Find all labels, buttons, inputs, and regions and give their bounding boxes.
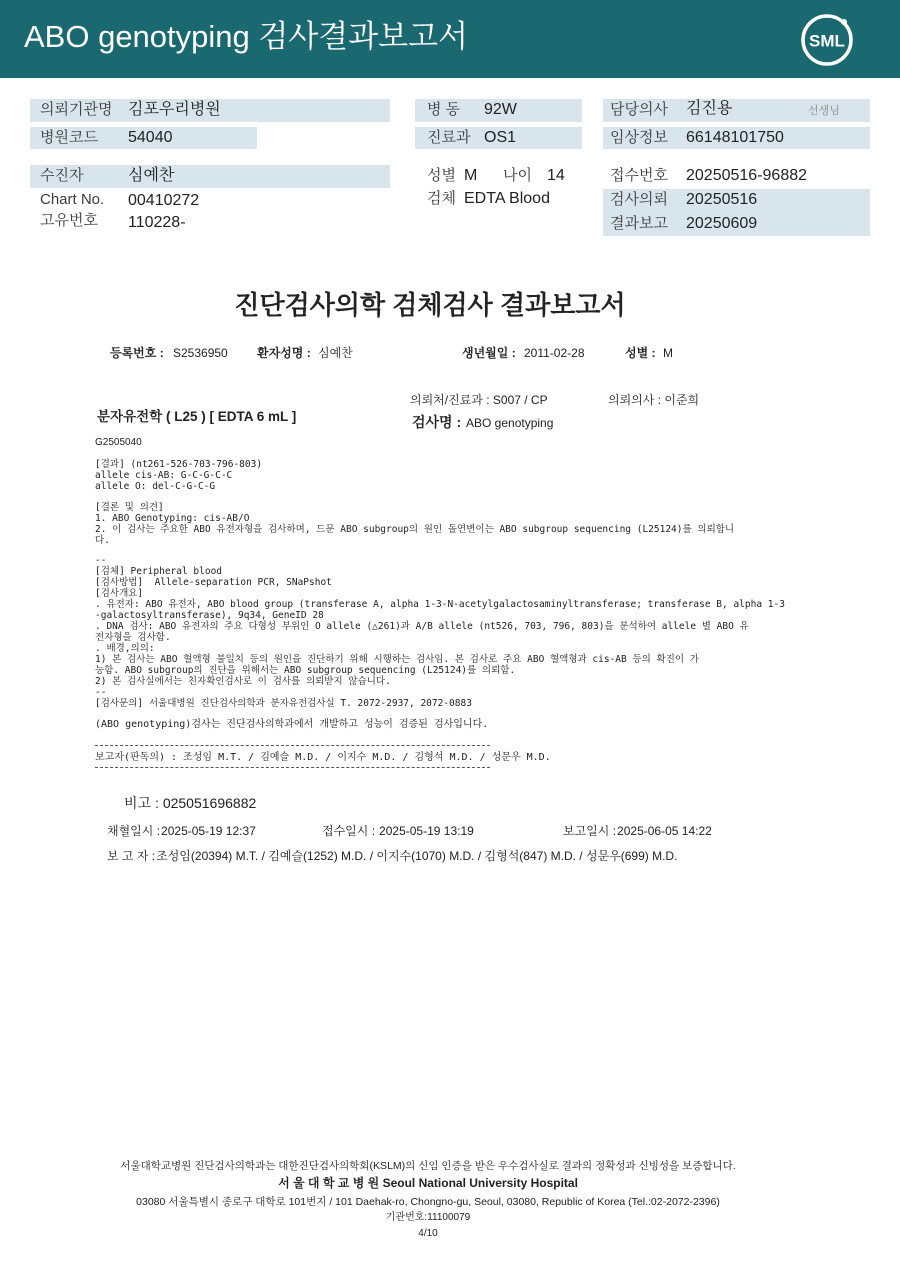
- conclusion-line: 2. 이 검사는 주요한 ABO 유전자형을 검사하며, 드문 ABO subgroup의 원인 돌연변이는 ABO subgroup sequencing (L25124)를 의뢰합니: [95, 524, 735, 535]
- registration-value: S2536950: [173, 346, 228, 360]
- reporters-label: 보 고 자 :: [107, 849, 156, 863]
- info-bar-patient: [30, 165, 390, 188]
- test-name-label: 검사명 :: [412, 414, 462, 430]
- detail-line: 2) 본 검사실에서는 친자확인검사로 이 검사를 의뢰받지 않습니다.: [95, 676, 391, 687]
- hospital-name-en: Seoul National University Hospital: [382, 1176, 578, 1190]
- header-bar: [0, 0, 900, 78]
- request-date-label: 검사의뢰: [610, 191, 668, 208]
- unique-no-label: 고유번호: [40, 212, 98, 229]
- ward-label: 병 동: [427, 101, 461, 118]
- patient-value: 심예찬: [128, 167, 175, 184]
- conclusion-block: [95, 502, 734, 546]
- sml-logo: [797, 11, 857, 69]
- collected-time-value: 2025-05-19 12:37: [161, 824, 256, 838]
- detail-line: 전자형을 검사함.: [95, 632, 171, 643]
- detail-line: . 배경,의의:: [95, 643, 155, 654]
- clinical-info-value: 66148101750: [686, 129, 784, 146]
- specimen-value: EDTA Blood: [464, 190, 550, 207]
- patient-name-value: 심예찬: [318, 346, 353, 360]
- doctor-suffix: 선생님: [808, 105, 840, 117]
- result-line: allele O: del-C-G-C-G: [95, 481, 216, 492]
- received-time-value: 2025-05-19 13:19: [379, 824, 474, 838]
- collected-time: [107, 823, 256, 839]
- detail-line: [검사문의] 서울대병원 진단검사의학과 분자유전검사실 T. 2072-2937, 2072-0883: [95, 698, 472, 709]
- report-sex-label: 성별 :: [625, 346, 656, 360]
- institution-label: 의뢰기관명: [40, 101, 113, 118]
- detail-line: -galactosyltransferase), 9q34, GeneID 28: [95, 610, 324, 621]
- result-block: [95, 459, 262, 492]
- collected-time-label: 채혈일시 :: [107, 824, 161, 838]
- detail-line: . DNA 검사: ABO 유전자의 주요 다형성 부위인 O allele (△261)과 A/B allele (nt526, 703, 796, 803)을 분석하여 allele 별 ABO 유: [95, 621, 749, 632]
- accession-no: G2505040: [95, 437, 142, 448]
- chart-no-label: Chart No.: [40, 191, 105, 208]
- chart-no-value: 00410272: [128, 192, 200, 209]
- detail-line: --: [95, 687, 107, 698]
- doctor-value: 김진용: [686, 100, 733, 117]
- detail-line: [검체] Peripheral blood: [95, 566, 223, 577]
- patient-label: 수진자: [40, 167, 84, 184]
- logo-text: SML: [809, 31, 845, 51]
- age-value: 14: [547, 167, 565, 184]
- department-value: OS1: [484, 129, 517, 146]
- dashed-divider: [95, 767, 490, 768]
- detail-line: [검사방법] Allele-separation PCR, SNaPshot: [95, 577, 332, 588]
- validation-note-block: [95, 719, 488, 731]
- report-date-value: 20250609: [686, 215, 758, 232]
- department-label: 진료과: [427, 129, 471, 146]
- doctor-label: 담당의사: [610, 101, 668, 118]
- detail-line: --: [95, 555, 107, 566]
- ordering-doctor: 의뢰의사 : 이준희: [608, 393, 700, 407]
- hospital-code-value: 54040: [128, 129, 173, 146]
- test-name-value: ABO genotyping: [466, 416, 554, 430]
- page-title: ABO genotyping 검사결과보고서: [24, 19, 468, 54]
- requester: 의뢰처/진료과 : S007 / CP: [410, 393, 548, 407]
- received-time-label: 접수일시 :: [322, 824, 376, 838]
- receipt-no-label: 접수번호: [610, 167, 668, 184]
- reported-time: [563, 823, 712, 839]
- specimen-label: 검체: [427, 190, 456, 207]
- result-line: [결과] (nt261-526-703-796-803): [95, 459, 263, 470]
- detail-line: . 유전자: ABO 유전자, ABO blood group (transferase A, alpha 1-3-N-acetylgalactosaminyltransferase; transferase B, alpha 1-3: [95, 599, 785, 610]
- dashed-divider: [95, 745, 490, 746]
- birth-date-value: 2011-02-28: [524, 346, 585, 360]
- certification-statement: 서울대학교병원 진단검사의학과는 대한진단검사의학회(KSLM)의 신임 인증을 받은 우수검사실로 결과의 정확성과 신빙성을 보증합니다.: [120, 1160, 736, 1172]
- conclusion-line: 1. ABO Genotyping: cis-AB/O: [95, 513, 250, 524]
- report-date-label: 결과보고: [610, 215, 668, 232]
- logo-dot: [841, 19, 847, 25]
- hospital-address: 03080 서울특별시 종로구 대학로 101번지 / 101 Daehak-ro, Chongno-gu, Seoul, 03080, Republic of Korea (Tel.:02-2072-2396): [136, 1196, 720, 1208]
- remarks-label: 비고 :: [124, 795, 159, 811]
- registration-label: 등록번호 :: [110, 346, 164, 360]
- test-section: 분자유전학 ( L25 ) [ EDTA 6 mL ]: [97, 409, 297, 424]
- sex-value: M: [464, 167, 478, 184]
- reported-time-value: 2025-06-05 14:22: [617, 824, 712, 838]
- reporters: [107, 848, 677, 864]
- reporters-line: 보고자(판독의) : 조성임 M.T. / 김예슬 M.D. / 이지수 M.D. / 김형석 M.D. / 성문우 M.D.: [95, 752, 551, 763]
- conclusion-line: [결론 및 의견]: [95, 502, 164, 513]
- sex-label: 성별: [427, 167, 456, 184]
- reported-time-label: 보고일시 :: [563, 824, 617, 838]
- hospital-name-ko: 서 울 대 학 교 병 원: [278, 1176, 380, 1190]
- patient-name-label: 환자성명 :: [257, 346, 311, 360]
- result-line: allele cis-AB: G-C-G-C-C: [95, 470, 233, 481]
- detail-block: [95, 555, 785, 709]
- clinical-info-label: 임상정보: [610, 129, 668, 146]
- birth-date-label: 생년월일 :: [462, 346, 516, 360]
- page-number: 4/10: [418, 1228, 438, 1239]
- ward-value: 92W: [484, 101, 517, 118]
- remarks: [124, 794, 256, 812]
- hospital-name: [0, 1175, 856, 1191]
- reporters-value: 조성임(20394) M.T. / 김예슬(1252) M.D. / 이지수(1070) M.D. / 김형석(847) M.D. / 성문우(699) M.D.: [156, 849, 678, 863]
- detail-line: 능함. ABO subgroup의 진단을 위해서는 ABO subgroup sequencing (L25124)를 의뢰함.: [95, 665, 516, 676]
- report-sex-value: M: [663, 346, 673, 360]
- detail-line: [검사개요]: [95, 588, 144, 599]
- unique-no-value: 110228-: [128, 214, 186, 231]
- institution-code: 기관번호:11100079: [385, 1212, 471, 1223]
- report-title: 진단검사의학 검체검사 결과보고서: [234, 290, 626, 320]
- age-label: 나이: [503, 167, 532, 184]
- detail-line: 1) 본 검사는 ABO 혈액형 불일치 등의 원인을 진단하기 위해 시행하는 검사임. 본 검사로 주요 ABO 혈액형과 cis-AB 등의 확진이 가: [95, 654, 699, 665]
- received-time: [322, 823, 474, 839]
- hospital-code-label: 병원코드: [40, 129, 98, 146]
- conclusion-line: 다.: [95, 535, 110, 546]
- receipt-no-value: 20250516-96882: [686, 167, 808, 184]
- institution-value: 김포우리병원: [128, 101, 221, 118]
- request-date-value: 20250516: [686, 191, 758, 208]
- reporters-block: [95, 752, 551, 764]
- remarks-value: 025051696882: [162, 795, 257, 811]
- validation-note: (ABO genotyping)검사는 진단검사의학과에서 개발하고 성능이 검증된 검사입니다.: [95, 719, 489, 730]
